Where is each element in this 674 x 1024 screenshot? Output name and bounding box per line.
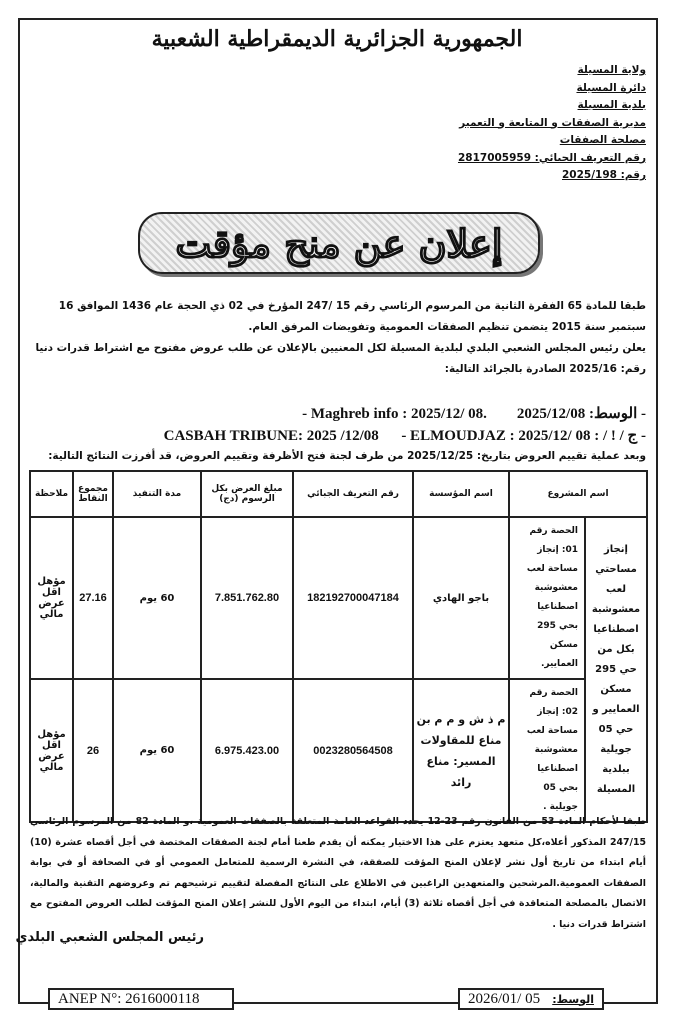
intro-paragraph-1: طبقا للمادة 65 الفقرة الثانية من المرسوم الرئاسي رقم 15 /247 المؤرخ في 02 ذي الحجة عام 1436 الموافق 16 سبتمبر سنة 2015 يتضمن تنظيم الصفقات العمومية وتفويضات المرفق العام. [58, 300, 646, 333]
anep-text: ANEP N°: 2616000118 [58, 990, 200, 1007]
appeal-paragraph: طبقا لأحكام المادة 53 من القانون رقم 23-12 يحدد القواعد العامة المتعلقة بالصفقات العمومية ،و المادة 82 من المرسوم الرئاسي 247/15 المذكور أعلاه،كل متعهد يعتزم على هذا الاختيار يمكنه أن يقدم طعنا أمام لجنة الصفقات المختصة في أجل أقصاه عشرة (10) أيام ابتداء من تاريخ أول نشر لإعلان المنح المؤقت للصفقة، في النشرة الرسمية للمتعامل العمومي أو في الصحافة أو في بوابة الصفقات العمومية.المرشحين والمتعهدين الراغبين في الاطلاع على النتائج المفصلة لتقييم ترشيحهم تم وعروضهم التقنية والمالية، الاتصال بالمصلحة المتعاقدة في أجل أقصاه ثلاثة (3) أيام، ابتداء من اليوم الأول للنشر إعلان المنح المؤقت لطلب العروض المفتوح مع اشتراط قدرات دنيا . [30, 816, 646, 930]
press-maghreb-info: - Maghreb info : 2025/12/ 08. [302, 406, 487, 422]
directorate-line: مديرية الصفقات و المتابعة و التعمير [459, 116, 646, 129]
anep-number [48, 988, 234, 1010]
header-project: اسم المشروع [509, 471, 647, 517]
admin-header [458, 62, 646, 185]
lot-cell: الحصة رقم 01: إنجاز مساحة لعب معشوشبة اصطناعيا بحي 295 مسكن العمايير. [509, 517, 585, 679]
page-title: الجمهورية الجزائرية الديمقراطية الشعبية [151, 26, 523, 52]
header-amount: مبلغ العرض بكل الرسوم (دج) [201, 471, 293, 517]
amount-cell: 6.975.423.00 [201, 679, 293, 822]
press-casbah: - ج / ! / : CASBAH TRIBUNE: 2025 /12/08 [163, 428, 646, 444]
press-elmoudjaz: - ELMOUDJAZ : 2025/12/ 08 [401, 428, 591, 444]
wilaya-line: ولاية المسيلة [577, 64, 646, 76]
commune-line: بلدية المسيلة [577, 99, 646, 111]
company-cell: باجو الهادي [413, 517, 509, 679]
header-note: ملاحظة [30, 471, 73, 517]
duration-cell: 60 يوم [113, 679, 201, 822]
banner-title: إعلان عن منح مؤقت [175, 220, 503, 266]
header-score: مجموع النقاط [73, 471, 113, 517]
header-company: اسم المؤسسة [413, 471, 509, 517]
service-line: مصلحة الصفقات [559, 134, 646, 146]
publication-date: 2026/01/ 05 [468, 990, 541, 1007]
header-nif: رقم التعريف الجبائي [293, 471, 413, 517]
score-cell: 26 [73, 679, 113, 822]
nif-cell: 0023280564508 [293, 679, 413, 822]
score-cell: 27.16 [73, 517, 113, 679]
project-cell: إنجاز مساحتي لعب معشوشبة اصطناعيا بكل من حي 295 مسكن العمايير و حي 05 جويلية ببلدية المسيلة [585, 517, 647, 822]
lot-cell: الحصة رقم 02: إنجاز مساحة لعب معشوشبة اصطناعيا بحي 05 جويلية . [509, 679, 585, 822]
ref-number-line: رقم: 2025/198 [562, 169, 646, 181]
press-line-2 [30, 426, 646, 445]
press-line-1 [30, 404, 646, 423]
table-header-row [30, 471, 647, 517]
amount-cell: 7.851.762.80 [201, 517, 293, 679]
table-row [30, 679, 647, 822]
announcement-banner [138, 212, 540, 274]
press-elwassat: - الوسط: 2025/12/08 [516, 406, 646, 422]
nif-line: رقم التعريف الجبائي: 2817005959 [457, 151, 646, 164]
results-table [29, 470, 648, 823]
signature-title: رئيس المجلس الشعبي البلدي [15, 930, 204, 945]
note-cell: مؤهل اقل عرض مالي [30, 517, 73, 679]
evaluation-paragraph: وبعد عملية تقييم العروض بتاريخ: 2025/12/25 من طرف لجنة فتح الأظرفة وتقييم العروض، قد أفرزت النتائج التالية: [48, 450, 646, 462]
header-duration: مدة التنفيذ [113, 471, 201, 517]
intro-paragraph-2: يعلن رئيس المجلس الشعبي البلدي لبلدية المسيلة لكل المعنيين بالإعلان عن طلب عروض مفتوح مع اشتراط قدرات دنيا رقم: 2025/16 الصادرة بالجرائد التالية: [35, 342, 646, 375]
publication-date-box [458, 988, 604, 1010]
nif-cell: 182192700047184 [293, 517, 413, 679]
publication-source: الوسط: [552, 992, 594, 1006]
table-row [30, 517, 647, 679]
duration-cell: 60 يوم [113, 517, 201, 679]
company-cell: م ذ ش و م م بن مناع للمقاولات المسير: مناع رائد [413, 679, 509, 822]
daira-line: دائرة المسيلة [576, 81, 646, 94]
note-cell: مؤهل اقل عرض مالي [30, 679, 73, 822]
